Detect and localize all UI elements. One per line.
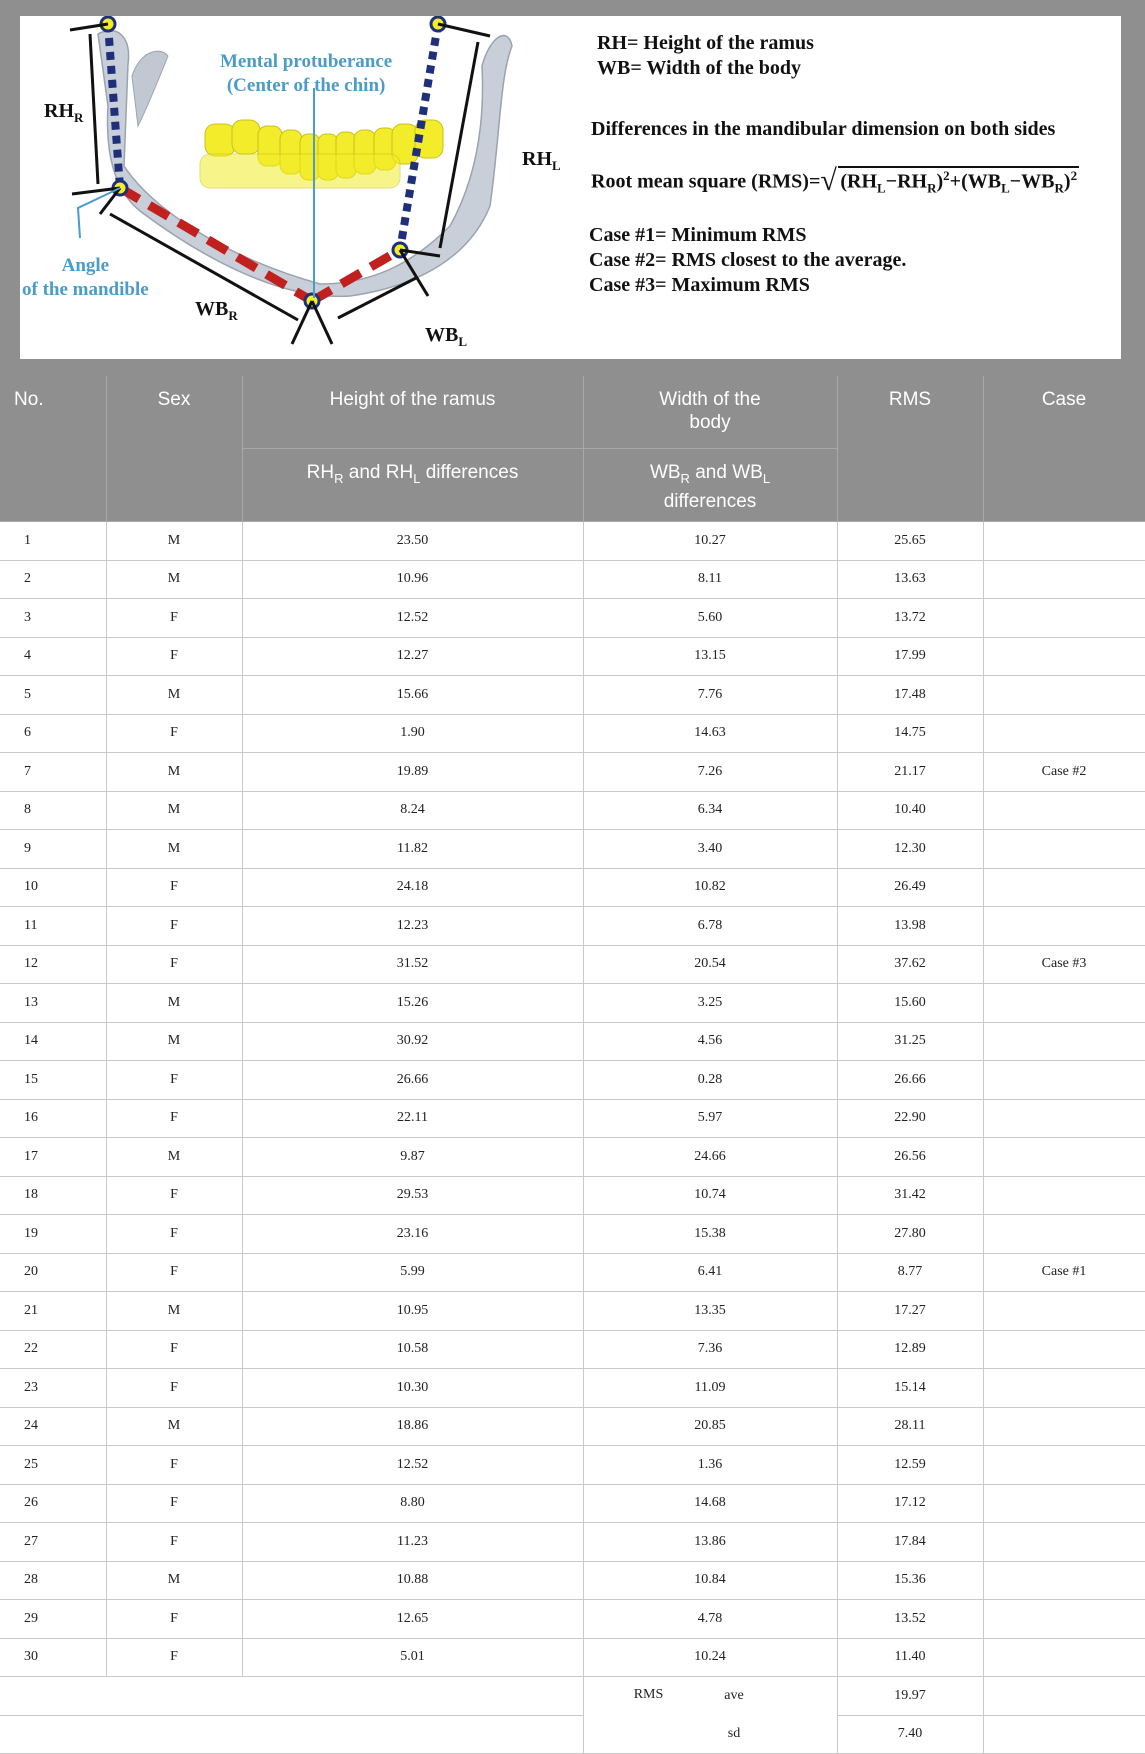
cell-case <box>983 1446 1145 1485</box>
table-row <box>0 830 1145 869</box>
cell-rms: 17.99 <box>837 637 983 676</box>
table-row <box>0 522 1145 561</box>
table-row <box>0 1369 1145 1408</box>
cell-sex: F <box>106 1253 242 1292</box>
col-subheader-width: $WB_R$ and $WB_L$ differences <box>583 449 837 522</box>
cell-sex: M <box>106 522 242 561</box>
cell-sex: M <box>106 791 242 830</box>
figure-canvas <box>20 16 1121 359</box>
col-header-sex: Sex <box>106 376 242 522</box>
cell-case <box>983 560 1145 599</box>
col-header-case: Case <box>983 376 1145 522</box>
cell-rms: 27.80 <box>837 1215 983 1254</box>
cell-no: 18 <box>0 1176 106 1215</box>
cell-height: 30.92 <box>242 1022 583 1061</box>
cell-no: 2 <box>0 560 106 599</box>
summary-row-sd <box>0 1715 1145 1754</box>
table-row <box>0 560 1145 599</box>
cell-height: 18.86 <box>242 1407 583 1446</box>
cell-no: 26 <box>0 1484 106 1523</box>
cell-height: 10.30 <box>242 1369 583 1408</box>
legend-case-3: Case #3= Maximum RMS <box>589 274 810 296</box>
cell-rms: 21.17 <box>837 753 983 792</box>
cell-sex: M <box>106 1561 242 1600</box>
cell-width: 20.54 <box>583 945 837 984</box>
cell-sex: F <box>106 1099 242 1138</box>
data-table <box>0 376 1145 1754</box>
cell-sex: F <box>106 637 242 676</box>
cell-rms: 15.60 <box>837 984 983 1023</box>
cell-no: 19 <box>0 1215 106 1254</box>
cell-sex: F <box>106 1061 242 1100</box>
legend-line-wb: WB= Width of the body <box>597 57 802 79</box>
cell-case <box>983 1561 1145 1600</box>
cell-case <box>983 637 1145 676</box>
cell-sex: F <box>106 1215 242 1254</box>
cell-no: 7 <box>0 753 106 792</box>
col-header-rms: RMS <box>837 376 983 522</box>
label-rh-l: $RH_L$ <box>522 148 561 173</box>
cell-width: 13.15 <box>583 637 837 676</box>
rms-formula-root: √ $(RH_L-RH_R)^2+(WB_L-WB_R)^2$ <box>820 164 1078 197</box>
cell-width: 6.41 <box>583 1253 837 1292</box>
cell-sex: M <box>106 830 242 869</box>
cell-rms: 13.52 <box>837 1600 983 1639</box>
cell-width: 5.97 <box>583 1099 837 1138</box>
cell-no: 29 <box>0 1600 106 1639</box>
cell-case <box>983 868 1145 907</box>
cell-width: 0.28 <box>583 1061 837 1100</box>
cell-case <box>983 714 1145 753</box>
cell-rms: 17.48 <box>837 676 983 715</box>
cell-width: 5.60 <box>583 599 837 638</box>
teeth <box>200 120 443 188</box>
cell-height: 31.52 <box>242 945 583 984</box>
cell-sex: M <box>106 1138 242 1177</box>
cell-rms: 31.25 <box>837 1022 983 1061</box>
table-body <box>0 522 1145 1677</box>
cell-no: 15 <box>0 1061 106 1100</box>
cell-width: 6.34 <box>583 791 837 830</box>
cell-sex: F <box>106 1638 242 1677</box>
cell-width: 10.27 <box>583 522 837 561</box>
legend-line-differences: Differences in the mandibular dimension on both sides <box>591 118 1056 140</box>
cell-no: 22 <box>0 1330 106 1369</box>
cell-sex: F <box>106 1369 242 1408</box>
table-row <box>0 637 1145 676</box>
cell-case <box>983 1407 1145 1446</box>
cell-case <box>983 1369 1145 1408</box>
cell-sex: M <box>106 676 242 715</box>
cell-width: 10.74 <box>583 1176 837 1215</box>
cell-height: 15.66 <box>242 676 583 715</box>
cell-case <box>983 984 1145 1023</box>
table-row <box>0 1061 1145 1100</box>
cell-width: 7.26 <box>583 753 837 792</box>
cell-rms: 17.84 <box>837 1523 983 1562</box>
cell-case <box>983 1138 1145 1177</box>
cell-height: 5.01 <box>242 1638 583 1677</box>
cell-rms: 14.75 <box>837 714 983 753</box>
cell-width: 6.78 <box>583 907 837 946</box>
summary-row-ave <box>0 1677 1145 1716</box>
cell-no: 10 <box>0 868 106 907</box>
cell-rms: 12.30 <box>837 830 983 869</box>
cell-sex: M <box>106 560 242 599</box>
cell-case <box>983 1484 1145 1523</box>
cell-case <box>983 1099 1145 1138</box>
label-rh-r: $RH_R$ <box>44 100 84 125</box>
cell-rms: 12.89 <box>837 1330 983 1369</box>
table-row <box>0 1638 1145 1677</box>
cell-rms: 28.11 <box>837 1407 983 1446</box>
cell-sex: F <box>106 1176 242 1215</box>
cell-sex: M <box>106 753 242 792</box>
cell-sex: F <box>106 1600 242 1639</box>
cell-sex: M <box>106 1407 242 1446</box>
cell-no: 12 <box>0 945 106 984</box>
table-row <box>0 1215 1145 1254</box>
cell-height: 23.50 <box>242 522 583 561</box>
cell-no: 23 <box>0 1369 106 1408</box>
cell-case <box>983 676 1145 715</box>
cell-case <box>983 1600 1145 1639</box>
cell-sex: F <box>106 714 242 753</box>
cell-no: 28 <box>0 1561 106 1600</box>
cell-no: 30 <box>0 1638 106 1677</box>
table-row <box>0 984 1145 1023</box>
summary-rms-label: RMS <box>583 1677 837 1754</box>
cell-height: 12.65 <box>242 1600 583 1639</box>
cell-no: 8 <box>0 791 106 830</box>
cell-rms: 13.72 <box>837 599 983 638</box>
cell-height: 12.27 <box>242 637 583 676</box>
cell-height: 24.18 <box>242 868 583 907</box>
cell-height: 23.16 <box>242 1215 583 1254</box>
cell-width: 24.66 <box>583 1138 837 1177</box>
cell-sex: M <box>106 1022 242 1061</box>
cell-rms: 11.40 <box>837 1638 983 1677</box>
table-row <box>0 1022 1145 1061</box>
table-row <box>0 1292 1145 1331</box>
cell-height: 19.89 <box>242 753 583 792</box>
col-header-width: Width of the body <box>583 376 837 449</box>
cell-case <box>983 830 1145 869</box>
cell-no: 11 <box>0 907 106 946</box>
table-row <box>0 676 1145 715</box>
table-row <box>0 599 1145 638</box>
cell-rms: 37.62 <box>837 945 983 984</box>
cell-case <box>983 791 1145 830</box>
cell-height: 10.88 <box>242 1561 583 1600</box>
cell-sex: F <box>106 868 242 907</box>
figure-panel <box>0 0 1145 376</box>
table-row <box>0 753 1145 792</box>
angle-of-mandible-label: Angle of the mandible <box>22 255 149 300</box>
cell-width: 11.09 <box>583 1369 837 1408</box>
cell-case <box>983 1061 1145 1100</box>
cell-case <box>983 1176 1145 1215</box>
summary-blank <box>0 1677 583 1716</box>
cell-sex: F <box>106 599 242 638</box>
table-row <box>0 1561 1145 1600</box>
legend-line-rh: RH= Height of the ramus <box>597 32 814 54</box>
cell-rms: 8.77 <box>837 1253 983 1292</box>
cell-case: Case #2 <box>983 753 1145 792</box>
cell-width: 15.38 <box>583 1215 837 1254</box>
cell-height: 12.52 <box>242 1446 583 1485</box>
cell-rms: 13.98 <box>837 907 983 946</box>
cell-case <box>983 599 1145 638</box>
cell-no: 1 <box>0 522 106 561</box>
cell-rms: 10.40 <box>837 791 983 830</box>
table-row <box>0 791 1145 830</box>
table-row <box>0 1407 1145 1446</box>
table-row <box>0 1176 1145 1215</box>
cell-no: 14 <box>0 1022 106 1061</box>
cell-case <box>983 1022 1145 1061</box>
cell-rms: 13.63 <box>837 560 983 599</box>
cell-width: 3.25 <box>583 984 837 1023</box>
cell-rms: 15.14 <box>837 1369 983 1408</box>
cell-rms: 31.42 <box>837 1176 983 1215</box>
cell-height: 26.66 <box>242 1061 583 1100</box>
cell-sex: M <box>106 1292 242 1331</box>
table-row <box>0 907 1145 946</box>
cell-rms: 15.36 <box>837 1561 983 1600</box>
cell-no: 3 <box>0 599 106 638</box>
mental-protuberance-label: Mental protuberance (Center of the chin) <box>220 51 393 96</box>
table-row <box>0 1484 1145 1523</box>
cell-case <box>983 1638 1145 1677</box>
cell-rms: 26.49 <box>837 868 983 907</box>
summary-sd-case <box>983 1715 1145 1754</box>
table-row <box>0 1523 1145 1562</box>
cell-case <box>983 1330 1145 1369</box>
cell-sex: F <box>106 1523 242 1562</box>
cell-sex: F <box>106 1330 242 1369</box>
summary-ave-value: ave 19.97 <box>837 1677 983 1716</box>
summary-ave-case <box>983 1677 1145 1716</box>
table-row <box>0 945 1145 984</box>
table-row <box>0 1253 1145 1292</box>
cell-width: 8.11 <box>583 560 837 599</box>
table-row <box>0 1446 1145 1485</box>
table-row <box>0 1138 1145 1177</box>
cell-height: 10.96 <box>242 560 583 599</box>
cell-height: 11.82 <box>242 830 583 869</box>
cell-no: 13 <box>0 984 106 1023</box>
cell-height: 8.24 <box>242 791 583 830</box>
table-row <box>0 868 1145 907</box>
cell-height: 10.58 <box>242 1330 583 1369</box>
cell-no: 6 <box>0 714 106 753</box>
cell-no: 9 <box>0 830 106 869</box>
cell-height: 1.90 <box>242 714 583 753</box>
label-wb-l: $WB_L$ <box>425 324 468 349</box>
cell-height: 15.26 <box>242 984 583 1023</box>
cell-sex: F <box>106 945 242 984</box>
cell-sex: F <box>106 1446 242 1485</box>
cell-height: 11.23 <box>242 1523 583 1562</box>
col-subheader-height: $RH_R$ and $RH_L$ differences <box>242 449 583 522</box>
cell-width: 10.24 <box>583 1638 837 1677</box>
cell-rms: 25.65 <box>837 522 983 561</box>
cell-no: 16 <box>0 1099 106 1138</box>
cell-width: 13.86 <box>583 1523 837 1562</box>
cell-height: 9.87 <box>242 1138 583 1177</box>
cell-rms: 26.56 <box>837 1138 983 1177</box>
cell-no: 4 <box>0 637 106 676</box>
summary-sd-value: sd 7.40 <box>837 1715 983 1754</box>
cell-height: 8.80 <box>242 1484 583 1523</box>
col-header-no: No. <box>0 376 106 522</box>
cell-case <box>983 522 1145 561</box>
cell-width: 10.82 <box>583 868 837 907</box>
cell-no: 17 <box>0 1138 106 1177</box>
cell-case <box>983 1215 1145 1254</box>
cell-rms: 12.59 <box>837 1446 983 1485</box>
cell-no: 25 <box>0 1446 106 1485</box>
col-header-height: Height of the ramus <box>242 376 583 449</box>
cell-rms: 17.12 <box>837 1484 983 1523</box>
cell-height: 29.53 <box>242 1176 583 1215</box>
table-row <box>0 1330 1145 1369</box>
cell-height: 22.11 <box>242 1099 583 1138</box>
cell-case: Case #1 <box>983 1253 1145 1292</box>
cell-width: 13.35 <box>583 1292 837 1331</box>
cell-rms: 26.66 <box>837 1061 983 1100</box>
cell-width: 7.76 <box>583 676 837 715</box>
cell-width: 1.36 <box>583 1446 837 1485</box>
table-row <box>0 1099 1145 1138</box>
cell-rms: 22.90 <box>837 1099 983 1138</box>
cell-sex: M <box>106 984 242 1023</box>
cell-width: 7.36 <box>583 1330 837 1369</box>
summary-blank <box>0 1715 583 1754</box>
cell-sex: F <box>106 907 242 946</box>
cell-no: 21 <box>0 1292 106 1331</box>
legend-case-1: Case #1= Minimum RMS <box>589 224 807 246</box>
table-row <box>0 1600 1145 1639</box>
cell-case <box>983 1292 1145 1331</box>
cell-height: 10.95 <box>242 1292 583 1331</box>
cell-no: 27 <box>0 1523 106 1562</box>
legend-case-2: Case #2= RMS closest to the average. <box>589 249 907 271</box>
rms-formula: Root mean square (RMS)= √ $(RH_L-RH_R)^2+(WB_L-WB_R)^2$ <box>591 164 1078 197</box>
cell-width: 14.63 <box>583 714 837 753</box>
cell-no: 24 <box>0 1407 106 1446</box>
cell-width: 10.84 <box>583 1561 837 1600</box>
label-wb-r: $WB_R$ <box>195 298 238 323</box>
cell-no: 20 <box>0 1253 106 1292</box>
cell-width: 20.85 <box>583 1407 837 1446</box>
table-row <box>0 714 1145 753</box>
cell-case <box>983 907 1145 946</box>
cell-height: 12.23 <box>242 907 583 946</box>
cell-no: 5 <box>0 676 106 715</box>
cell-height: 5.99 <box>242 1253 583 1292</box>
cell-case: Case #3 <box>983 945 1145 984</box>
cell-height: 12.52 <box>242 599 583 638</box>
cell-width: 4.78 <box>583 1600 837 1639</box>
cell-width: 4.56 <box>583 1022 837 1061</box>
cell-case <box>983 1523 1145 1562</box>
cell-width: 3.40 <box>583 830 837 869</box>
cell-width: 14.68 <box>583 1484 837 1523</box>
coronoid-process <box>132 51 168 126</box>
cell-rms: 17.27 <box>837 1292 983 1331</box>
cell-sex: F <box>106 1484 242 1523</box>
